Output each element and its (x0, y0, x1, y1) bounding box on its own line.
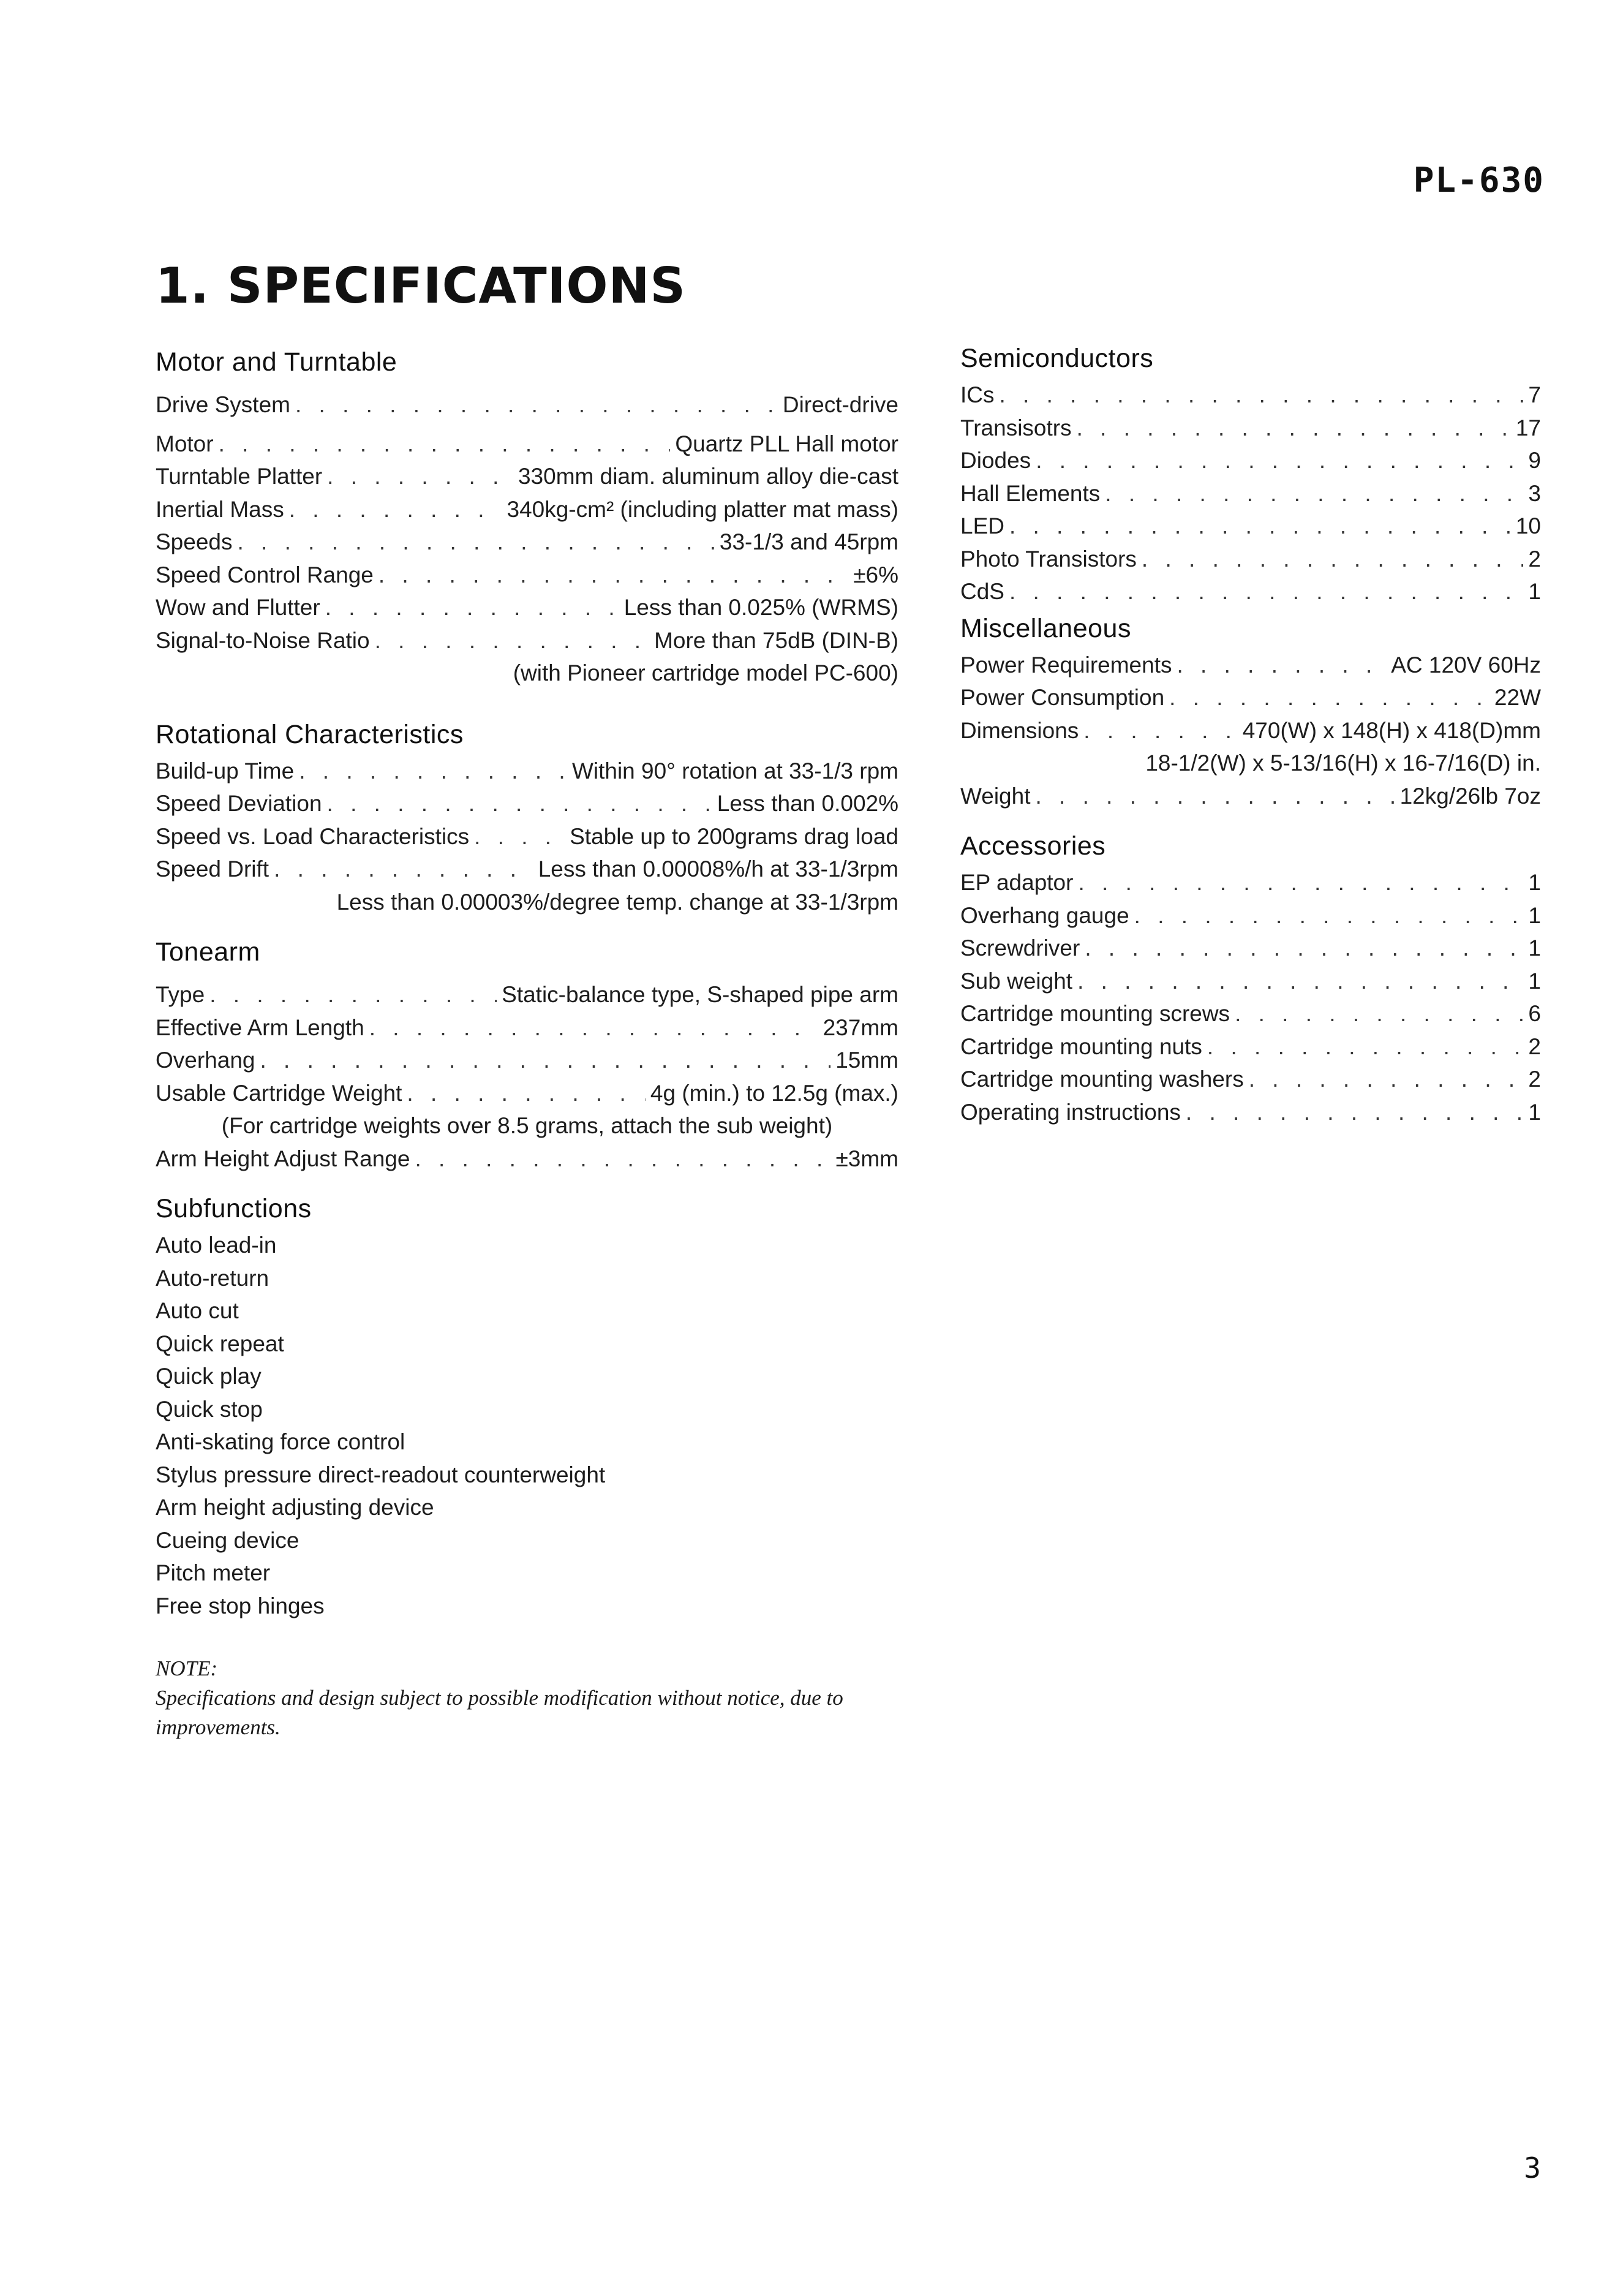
spec-row: Motor . . . Quartz PLL Hall motor (156, 428, 898, 461)
spec-row: Transisotrs . . . 17 (960, 412, 1541, 445)
spec-row: Arm Height Adjust Range . . . ±3mm (156, 1142, 898, 1176)
spec-row: Screwdriver . . . 1 (960, 932, 1541, 965)
section-title: Subfunctions (156, 1194, 312, 1223)
spec-row: Power Consumption . . . 22W (960, 681, 1541, 714)
spec-row: Speed vs. Load Characteristics . . . Stable up to 200grams drag load (156, 820, 898, 853)
section-title: Accessories (960, 831, 1106, 861)
spec-note: 18-1/2(W) x 5-13/16(H) x 16-7/16(D) in. (1145, 750, 1541, 776)
spec-row: Speed Control Range . . . ±6% (156, 559, 898, 592)
list-item: Free stop hinges (156, 1593, 325, 1618)
spec-row: Effective Arm Length . . . 237mm (156, 1011, 898, 1044)
spec-row: Speeds . . . 33-1/3 and 45rpm (156, 526, 898, 559)
tonearm-section (156, 932, 898, 1175)
page-number: 3 (1524, 2151, 1541, 2185)
spec-row: LED . . . 10 (960, 510, 1541, 543)
motor-turntable-section (156, 342, 898, 690)
spec-row: Type . . . Static-balance type, S-shaped pipe arm (156, 978, 898, 1011)
spec-row: Overhang . . . 15mm (156, 1044, 898, 1077)
list-item: Quick play (156, 1364, 262, 1389)
list-item: Arm height adjusting device (156, 1495, 434, 1520)
note-text: Specifications and design subject to possible modification without notice, due to improvements. (156, 1686, 843, 1739)
spec-row: Drive System . . . Direct-drive (156, 388, 898, 421)
list-item: Auto cut (156, 1298, 239, 1323)
list-item: Anti-skating force control (156, 1429, 405, 1454)
model-number: PL-630 (1413, 160, 1545, 200)
spec-row: Weight . . . 12kg/26lb 7oz (960, 780, 1541, 813)
list-item: Quick repeat (156, 1331, 284, 1356)
spec-note: (For cartridge weights over 8.5 grams, attach the sub weight) (221, 1113, 833, 1138)
spec-note: (with Pioneer cartridge model PC-600) (513, 660, 898, 685)
list-item: Auto lead-in (156, 1233, 277, 1258)
list-item: Cueing device (156, 1527, 299, 1553)
spec-row: CdS . . . 1 (960, 575, 1541, 608)
right-column (960, 338, 1541, 1128)
list-item: Quick stop (156, 1396, 263, 1422)
semiconductors-section (960, 338, 1541, 608)
spec-row: Power Requirements . . . AC 120V 60Hz (960, 649, 1541, 682)
page-title: 1. SPECIFICATIONS (156, 257, 687, 314)
spec-row: EP adaptor . . . 1 (960, 866, 1541, 899)
spec-row: Cartridge mounting washers . . . 2 (960, 1063, 1541, 1096)
spec-row: Build-up Time . . . Within 90° rotation at 33-1/3 rpm (156, 755, 898, 788)
section-title: Tonearm (156, 937, 260, 967)
list-item: Pitch meter (156, 1560, 271, 1585)
spec-row: Wow and Flutter . . . Less than 0.025% (WRMS) (156, 591, 898, 624)
spec-row: Dimensions . . . 470(W) x 148(H) x 418(D)mm (960, 714, 1541, 747)
note-heading: NOTE: (156, 1656, 218, 1680)
subfunctions-section (156, 1188, 898, 1622)
spec-row: Cartridge mounting nuts . . . 2 (960, 1030, 1541, 1063)
spec-row: Cartridge mounting screws . . . 6 (960, 997, 1541, 1030)
miscellaneous-section (960, 608, 1541, 813)
spec-row: Turntable Platter . . . 330mm diam. aluminum alloy die-cast (156, 460, 898, 493)
spec-row: Speed Deviation . . . Less than 0.002% (156, 787, 898, 820)
footnote (156, 1654, 927, 1742)
spec-row: Sub weight . . . 1 (960, 965, 1541, 998)
list-item: Stylus pressure direct-readout counterweight (156, 1462, 606, 1487)
spec-row: Usable Cartridge Weight . . . 4g (min.) to 12.5g (max.) (156, 1077, 898, 1110)
section-title: Rotational Characteristics (156, 719, 464, 749)
spec-row: Diodes . . . 9 (960, 444, 1541, 477)
spec-row: Signal-to-Noise Ratio . . . More than 75dB (DIN-B) (156, 624, 898, 657)
rotational-section (156, 714, 898, 919)
left-column (156, 342, 898, 1622)
spec-note: Less than 0.00003%/degree temp. change at 33-1/3rpm (336, 889, 898, 915)
spec-row: ICs . . . 7 (960, 379, 1541, 412)
spec-row: Photo Transistors . . . 2 (960, 543, 1541, 576)
accessories-section (960, 826, 1541, 1128)
spec-row: Inertial Mass . . . 340kg-cm² (including platter mat mass) (156, 493, 898, 526)
section-title: Miscellaneous (960, 613, 1131, 643)
spec-row: Hall Elements . . . 3 (960, 477, 1541, 510)
section-title: Motor and Turntable (156, 347, 397, 377)
spec-row: Overhang gauge . . . 1 (960, 899, 1541, 932)
list-item: Auto-return (156, 1265, 269, 1291)
spec-row: Operating instructions . . . 1 (960, 1096, 1541, 1129)
section-title: Semiconductors (960, 344, 1154, 373)
spec-row: Speed Drift . . . Less than 0.00008%/h at 33-1/3rpm (156, 853, 898, 886)
